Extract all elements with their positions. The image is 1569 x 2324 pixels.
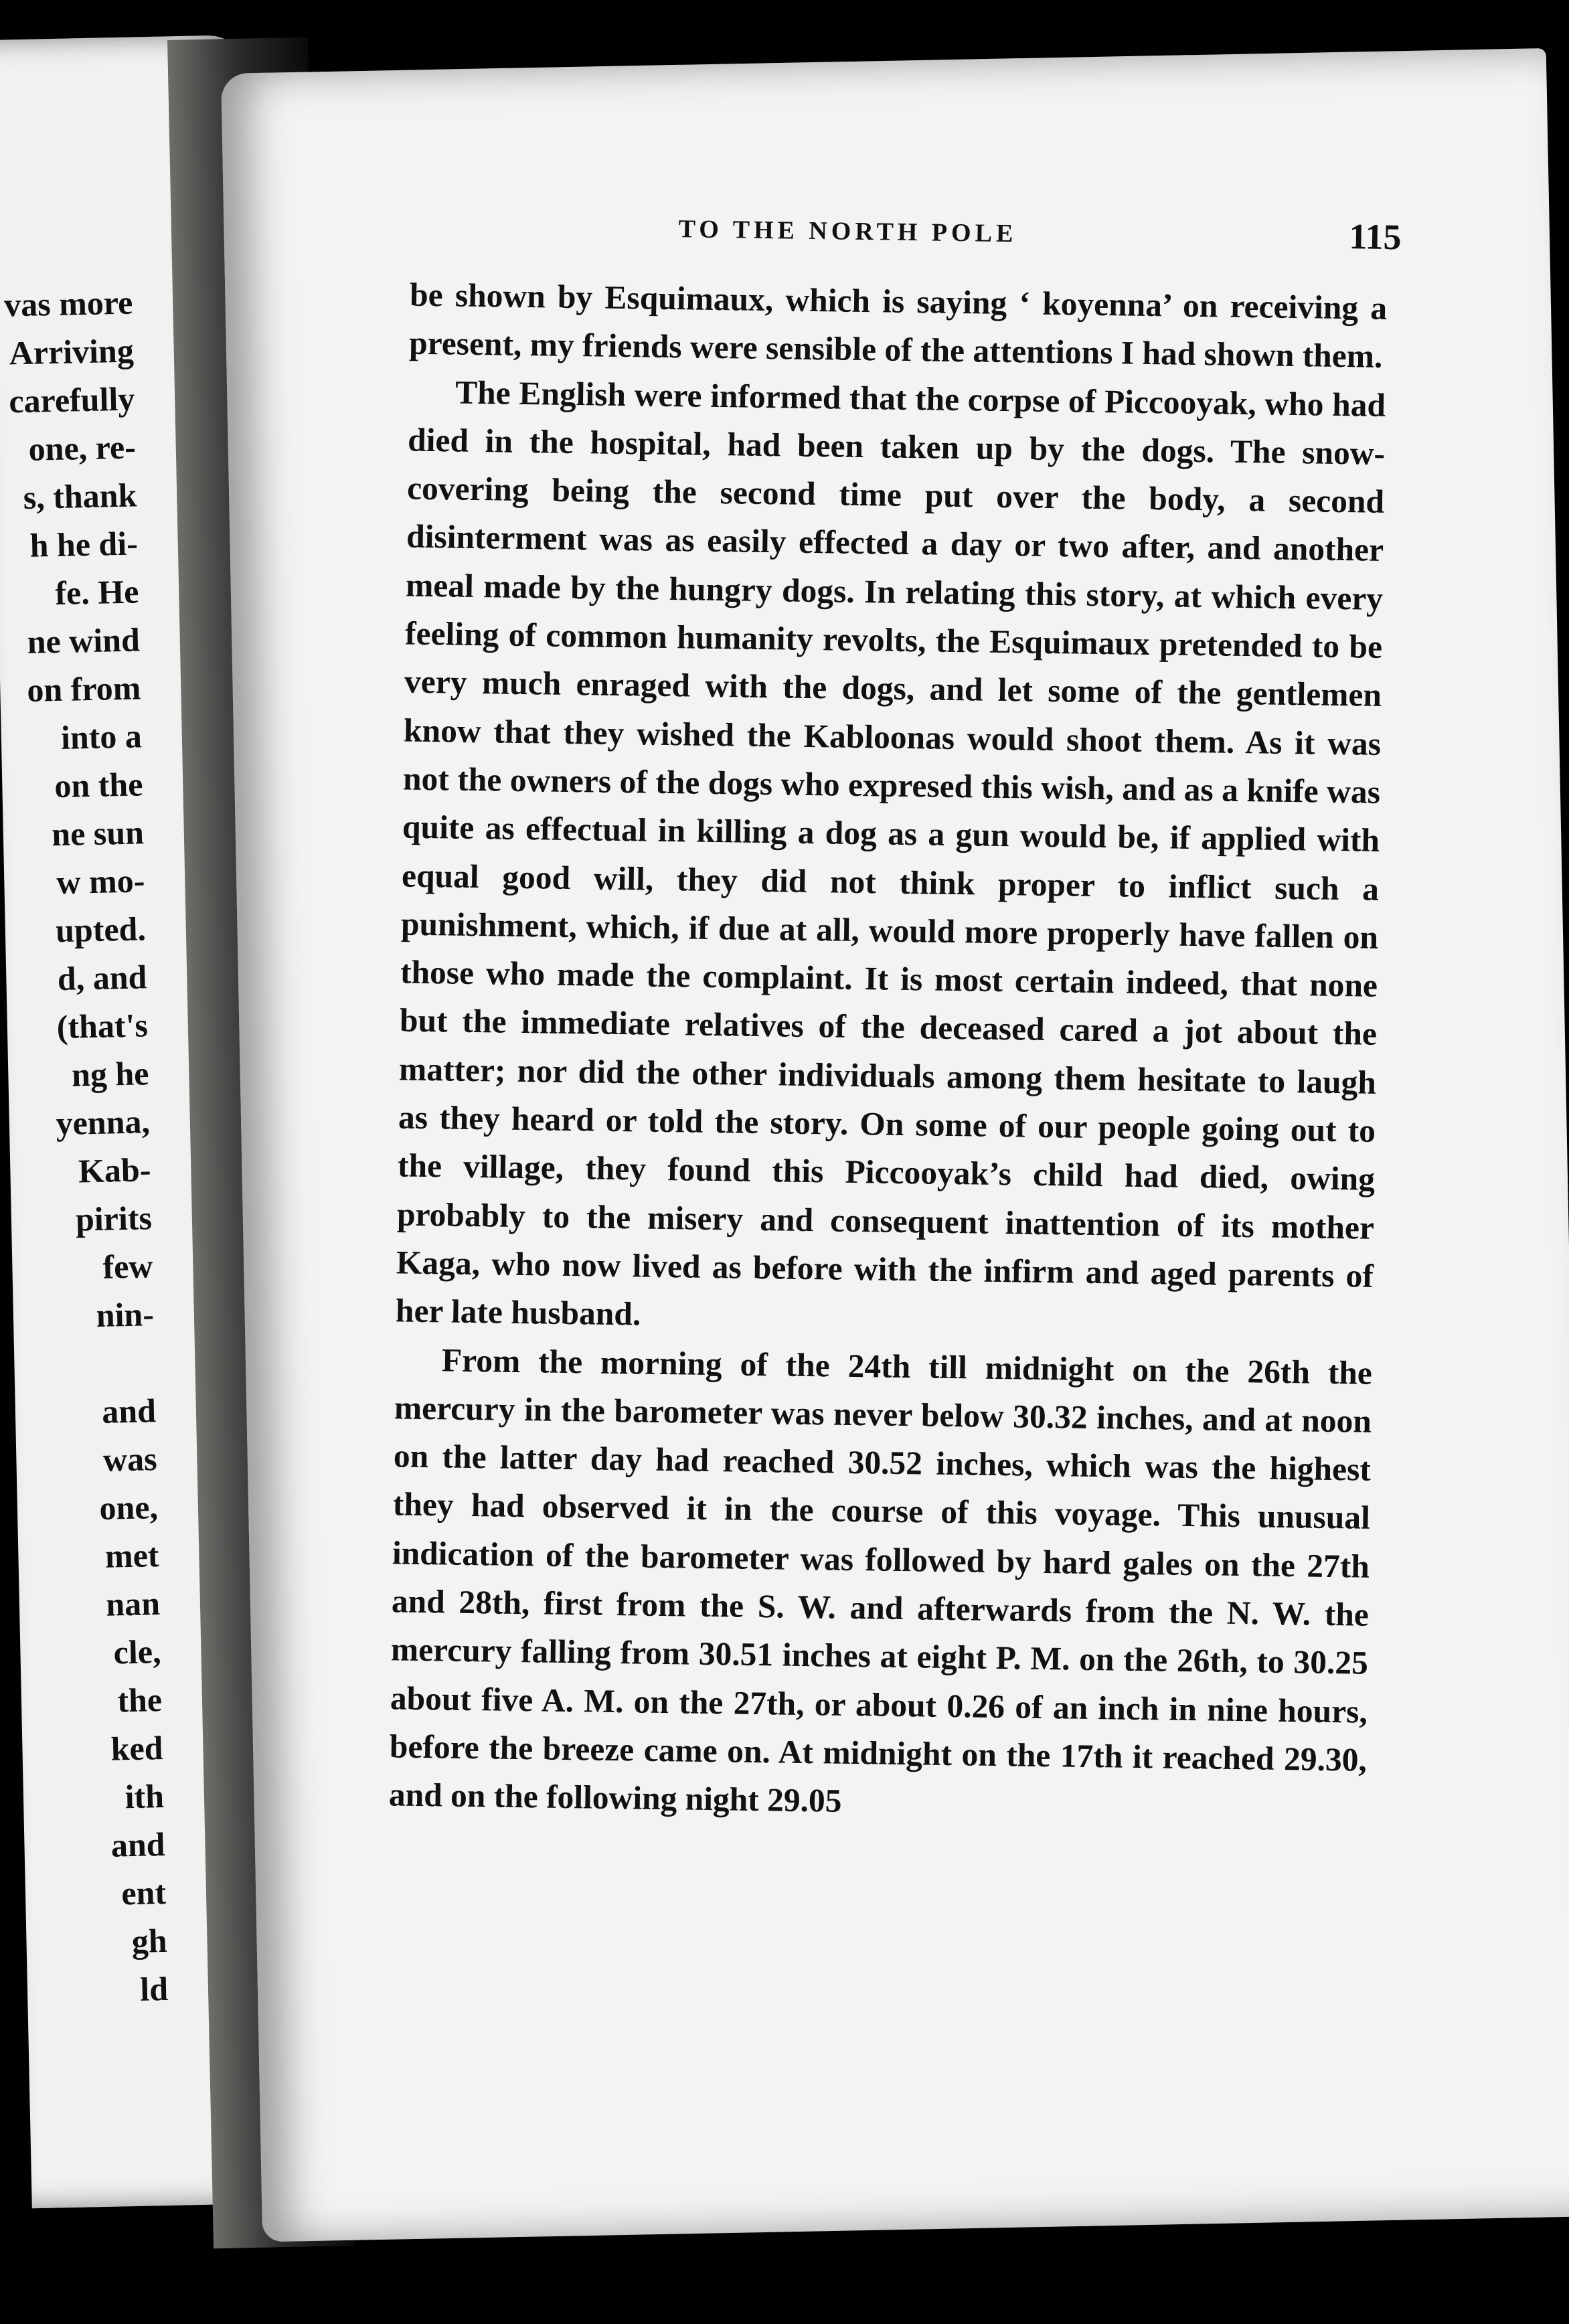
left-page-line: one, <box>98 1488 159 1527</box>
left-page-line: ne wind <box>27 620 141 661</box>
left-page-line: s, thank <box>23 476 137 516</box>
paragraph: The English were informed that the corpse of Piccooyak, who had died in the hospital, had been taken up by the dogs. The snow-covering being the second time put over the body, a second disinterment was as easily effected a day or two after, and another meal made by the hungry dogs. In relating this story, at which every feeling of common humanity revolts, the Esquimaux pretended to be very much enraged with the dogs, and let some of the gentlemen know that they wished the Kabloonas would shoot them. As it was not the owners of the dogs who expresed this wish, and as a knife was quite as effectual in killing a dog as a gun would be, if applied with equal good will, they did not think proper to inflict such a punishment, which, if due at all, would more properly have fallen on those who made the complaint. It is most certain indeed, that none but the immediate relatives of the deceased cared a jot about the matter; nor did the other individuals among them hesitate to laugh as they heard or told the story. On some of our people going out to the village, they found this Piccooyak’s child had died, owing probably to the misery and consequent inattention of its mother Kaga, who now lived as before with the infirm and aged parents of her late husband. <box>395 374 1386 1333</box>
left-page-line: ked <box>110 1729 164 1768</box>
left-page-line: (that's <box>56 1006 149 1046</box>
left-page-line: w mo- <box>56 861 145 902</box>
paragraph: From the morning of the 24th till midnight on the 26th the mercury in the barometer was never below 30.32 inches, and at noon on the latter day had reached 30.52 inches, which was the highest they had observed it in the course of this voyage. This unusual indication of the barometer was followed by hard gales on the 27th and 28th, first from the S. W. and afterwards from the N. W. the mercury falling from 30.51 inches at eight P. M. on the 26th, to 30.25 about five A. M. on the 27th, or about 0.26 of an inch in nine hours, before the breeze came on. At midnight on the 17th it reached 29.30, and on the following night 29.05 <box>388 1341 1373 1820</box>
left-page-line: ld <box>139 1969 169 2008</box>
left-page-line: ng he <box>71 1054 149 1094</box>
page-body <box>388 211 1402 1833</box>
left-page-line: gh <box>131 1921 168 1961</box>
text-body <box>388 271 1387 1833</box>
left-page-line: fe. He <box>54 572 139 612</box>
left-page-line: nin- <box>96 1295 155 1334</box>
running-title: TO THE NORTH POLE <box>678 215 1017 248</box>
paragraph: be shown by Esquimaux, which is saying ‘ koyenna’ on receiving a present, my friends were sensible of the attentions I had shown them. <box>408 276 1388 376</box>
left-page-line: on from <box>26 669 141 709</box>
left-page-line: ne sun <box>51 813 145 853</box>
left-page-line: met <box>104 1536 160 1575</box>
left-page-line: on the <box>54 765 143 805</box>
left-page-line <box>14 1338 155 1389</box>
left-page-line: one, re- <box>28 428 137 468</box>
left-page-line: upted. <box>55 910 147 950</box>
left-page-line: ith <box>125 1777 165 1816</box>
right-page <box>221 48 1569 2242</box>
left-page-line: and <box>110 1825 166 1864</box>
left-page-line: and <box>101 1392 157 1430</box>
left-page-line: into a <box>60 717 143 756</box>
left-page-line: Arriving <box>9 331 135 372</box>
left-page-line: cle, <box>113 1633 162 1671</box>
left-page-text <box>0 278 169 2016</box>
left-page-line: yenna, <box>56 1102 151 1143</box>
left-page-line: Kab- <box>78 1151 151 1190</box>
left-page-line: the <box>116 1681 163 1720</box>
left-page-line: vas more <box>3 283 133 324</box>
left-page-line: was <box>102 1440 158 1479</box>
left-page-line: ent <box>120 1874 167 1912</box>
left-page-line: d, and <box>57 958 147 998</box>
page-number: 115 <box>1349 216 1402 258</box>
left-page-line: nan <box>105 1584 161 1623</box>
left-page-line: carefully <box>8 380 135 420</box>
left-page-line: few <box>102 1247 153 1286</box>
left-page-line: h he di- <box>29 524 139 564</box>
left-page-line: pirits <box>75 1199 153 1238</box>
